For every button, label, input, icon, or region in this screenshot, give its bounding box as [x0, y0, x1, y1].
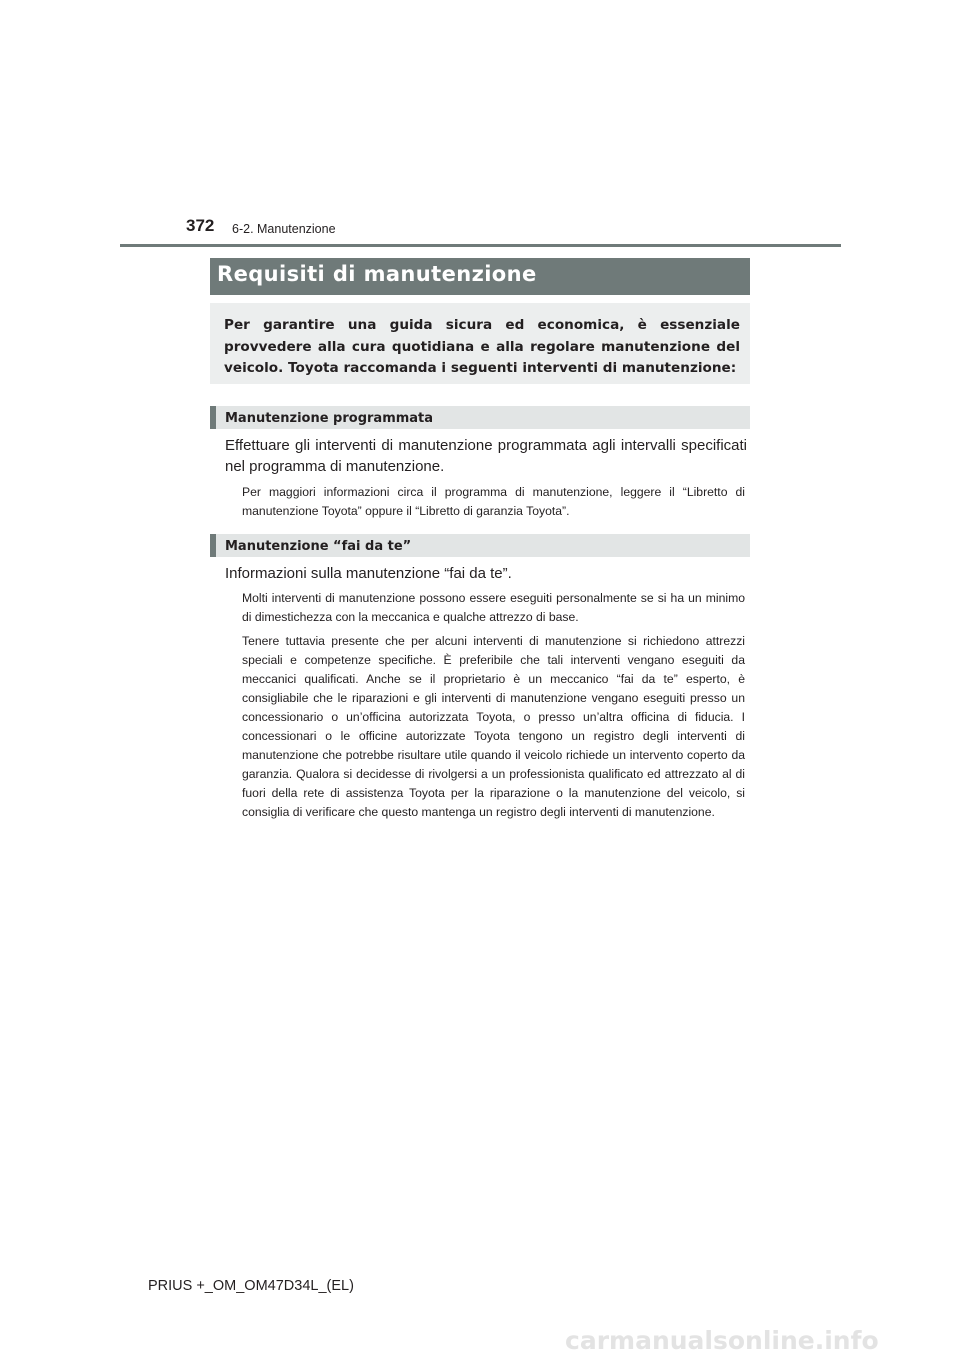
body-paragraph: Tenere tuttavia presente che per alcuni interventi di manutenzione si richiedono attrezzi speciali e competenze specifiche. È preferibile che tali interventi vengano eseguiti da meccanici qualificati. Anche se il proprietario è un meccanico “fai da te” esperto, è consigliabile che le riparazioni e gli interventi di manutenzione vengano eseguiti presso un concessionario o un’officina autorizzata Toyota, o presso un’altra officina di fiducia. I concessionari o le officine autorizzate Toyota tengono un registro degli interventi di manutenzione che potrebbe risultare utile quando il veicolo richiede un intervento coperto da garanzia. Qualora si decidesse di rivolgersi a un professionista qualificato ed attrezzato al di fuori della rete di assistenza Toyota per la riparazione o la manutenzione del veicolo, si consiglia di verificare che questo mantenga un registro degli interventi di manutenzione.: [242, 634, 745, 819]
watermark: carmanualsonline.info: [565, 1326, 879, 1355]
sub-heading-fai-da-te: [210, 534, 750, 557]
header-rule: [120, 244, 841, 247]
sub-heading-programmata: [210, 406, 750, 429]
section-label: 6-2. Manutenzione: [232, 222, 336, 236]
title-bar: [210, 258, 750, 295]
intro-text: Per garantire una guida sicura ed economica, è essenziale provvedere alla cura quotidiana e alla regolare manutenzione del veicolo. Toyota raccomanda i seguenti interventi di manutenzione:: [224, 317, 740, 376]
sub-heading-text: Manutenzione “fai da te”: [225, 539, 412, 554]
lead-paragraph: Effettuare gli interventi di manutenzione programmata agli intervalli specificati nel programma di manutenzione.: [225, 437, 747, 475]
page-title: Requisiti di manutenzione: [217, 262, 537, 286]
footer-document-code: PRIUS +_OM_OM47D34L_(EL): [148, 1278, 354, 1294]
intro-box: [210, 303, 750, 384]
lead-paragraph: Informazioni sulla manutenzione “fai da te”.: [225, 565, 512, 582]
sub-heading-text: Manutenzione programmata: [225, 411, 434, 426]
page-number: 372: [186, 216, 215, 235]
body-paragraph: Per maggiori informazioni circa il programma di manutenzione, leggere il “Libretto di manutenzione Toyota” oppure il “Libretto di garanzia Toyota”.: [242, 485, 745, 518]
body-paragraph: Molti interventi di manutenzione possono essere eseguiti personalmente se si ha un minimo di dimestichezza con la meccanica e qualche attrezzo di base.: [242, 591, 745, 624]
